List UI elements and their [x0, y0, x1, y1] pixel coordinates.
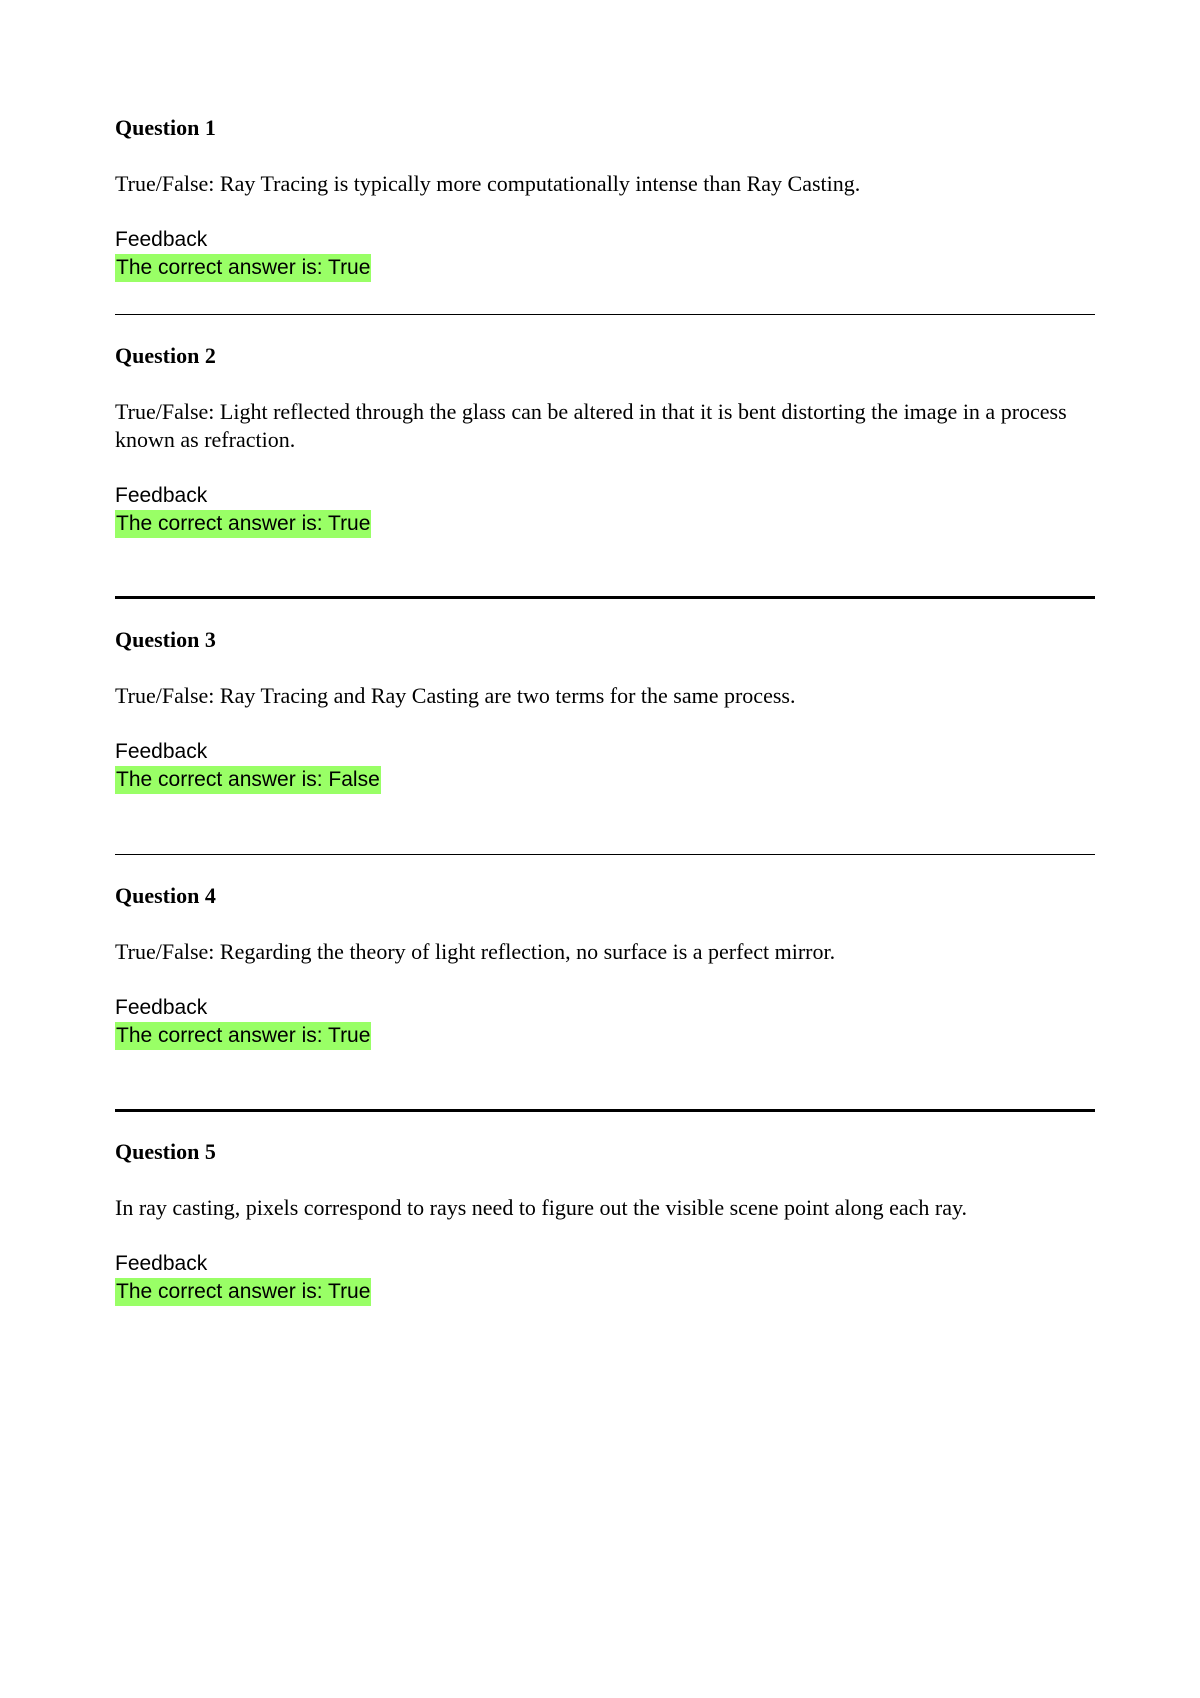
question-title: Question 4: [115, 883, 216, 908]
question-title: Question 2: [115, 343, 216, 368]
question-block-5: [115, 1138, 1095, 1303]
question-text: In ray casting, pixels correspond to rays need to figure out the visible scene point along each ray.: [115, 1195, 968, 1220]
question-title: Question 1: [115, 115, 216, 140]
feedback-label: Feedback: [115, 484, 208, 507]
correct-answer-highlight: The correct answer is: True: [115, 254, 371, 282]
question-text: True/False: Ray Tracing and Ray Casting are two terms for the same process.: [115, 683, 796, 708]
question-block-4: [115, 882, 1095, 1047]
question-divider: [115, 596, 1095, 599]
feedback-label: Feedback: [115, 740, 208, 763]
question-block-1: [115, 114, 1095, 279]
question-divider: [115, 314, 1095, 315]
question-text: True/False: Regarding the theory of light reflection, no surface is a perfect mirror.: [115, 939, 836, 964]
question-title: Question 5: [115, 1139, 216, 1164]
correct-answer-highlight: The correct answer is: False: [115, 766, 381, 794]
question-divider: [115, 854, 1095, 855]
question-text: True/False: Ray Tracing is typically more computationally intense than Ray Casting.: [115, 171, 861, 196]
question-block-2: [115, 342, 1095, 535]
question-divider: [115, 1109, 1095, 1112]
feedback-label: Feedback: [115, 1252, 208, 1275]
correct-answer-highlight: The correct answer is: True: [115, 1278, 371, 1306]
feedback-label: Feedback: [115, 996, 208, 1019]
question-block-3: [115, 626, 1095, 791]
question-text: True/False: Light reflected through the glass can be altered in that it is bent distorting the image in a process known as refraction.: [115, 399, 1067, 452]
correct-answer-highlight: The correct answer is: True: [115, 510, 371, 538]
question-title: Question 3: [115, 627, 216, 652]
feedback-label: Feedback: [115, 228, 208, 251]
correct-answer-highlight: The correct answer is: True: [115, 1022, 371, 1050]
